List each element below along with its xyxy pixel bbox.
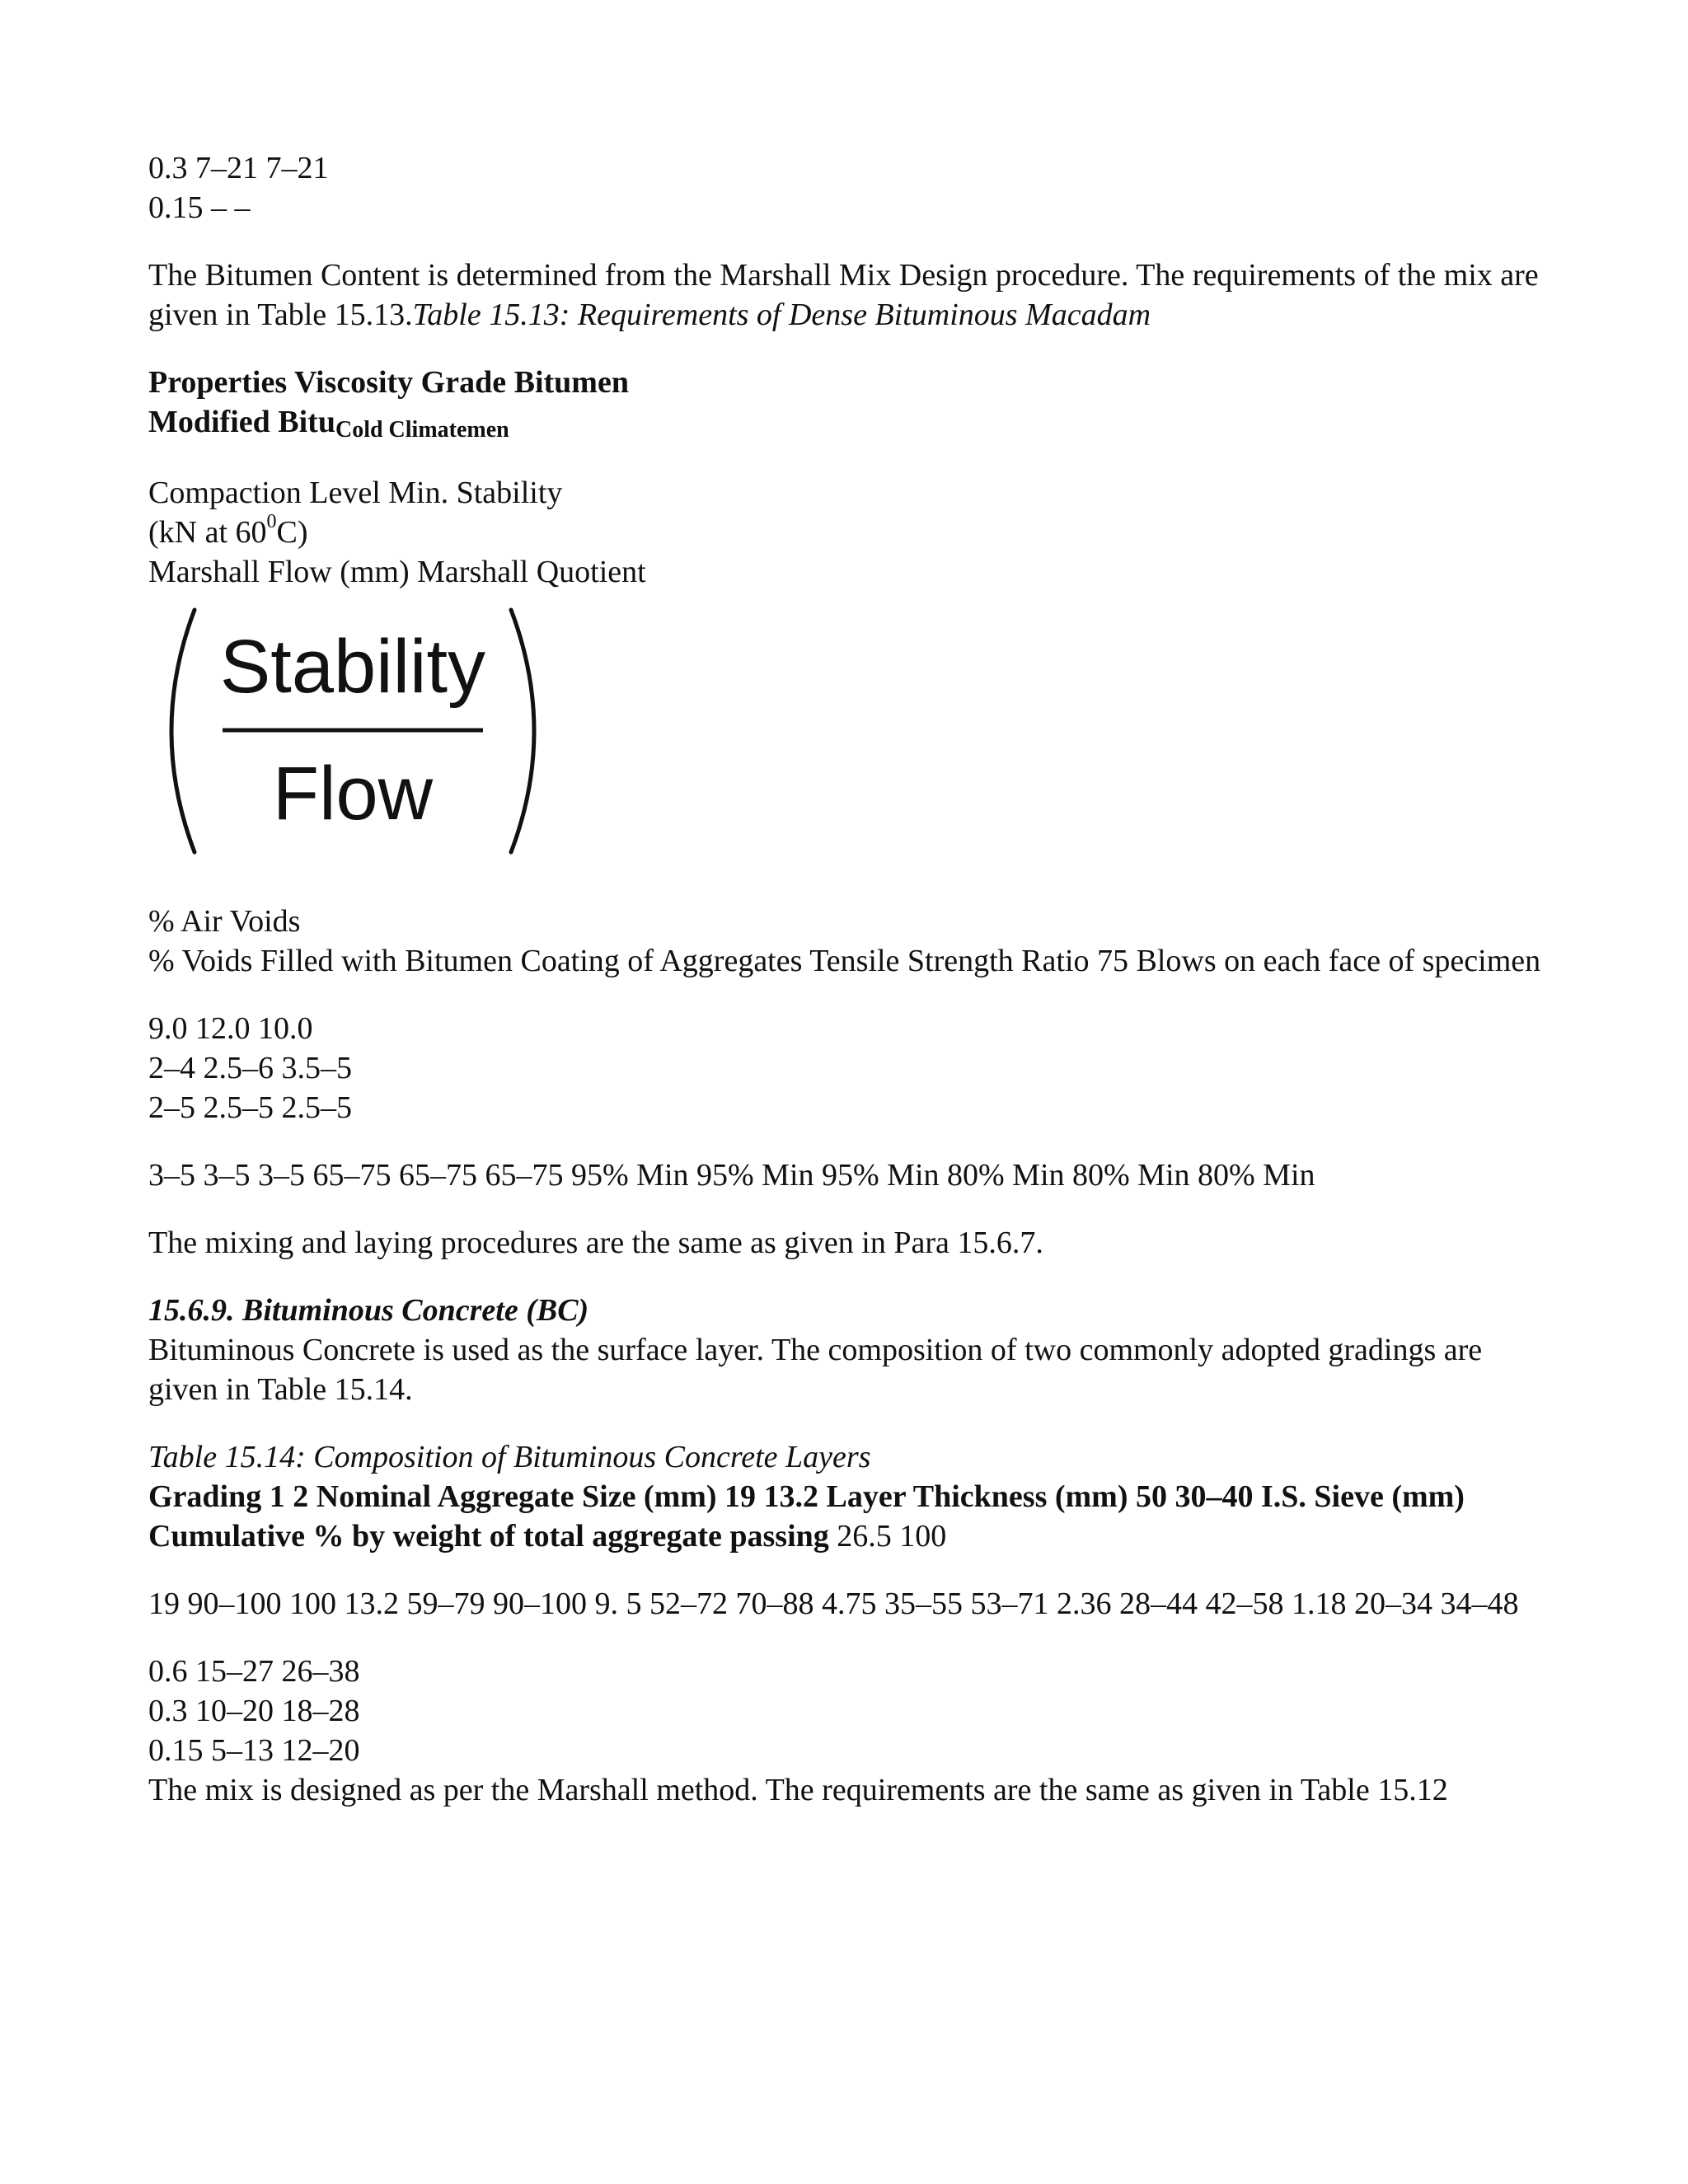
table-15-14-header: Grading 1 2 Nominal Aggregate Size (mm) 19 13.2 Layer Thickness (mm) 50 30–40 I.S. Sieve (mm) Cumulative % by weight of total aggregate passing 26.5 100: [148, 1479, 1465, 1554]
paragraph-bituminous-concrete: Bituminous Concrete is used as the surface layer. The composition of two commonly adopted gradings are given in Table 15.14.: [148, 1333, 1483, 1407]
value-line: 0.15 5–13 12–20: [148, 1733, 360, 1768]
property-line: Compaction Level Min. Stability: [148, 476, 563, 510]
paragraph-mixing: The mixing and laying procedures are the same as given in Para 15.6.7.: [148, 1226, 1043, 1260]
value-line: 2–5 2.5–5 2.5–5: [148, 1090, 352, 1125]
value-line: 9.0 12.0 10.0: [148, 1011, 313, 1046]
formula-numerator: Stability: [219, 625, 486, 709]
table-caption-15-13: Table 15.13: Requirements of Dense Bituminous Macadam: [412, 298, 1151, 332]
value-line: 2–4 2.5–6 3.5–5: [148, 1051, 352, 1085]
property-line: % Air Voids: [148, 904, 301, 939]
property-line: Marshall Flow (mm) Marshall Quotient: [148, 555, 646, 589]
sieve-values-line: 19 90–100 100 13.2 59–79 90–100 9. 5 52–72 70–88 4.75 35–55 53–71 2.36 28–44 42–58 1.18 20–34 34–48: [148, 1586, 1519, 1621]
right-parenthesis: [511, 610, 534, 852]
stability-flow-formula: [155, 595, 551, 867]
left-parenthesis: [171, 610, 195, 852]
table-caption-15-14: Table 15.14: Composition of Bituminous Concrete Layers: [148, 1440, 871, 1474]
paragraph-final: The mix is designed as per the Marshall method. The requirements are the same as given in Table 15.12: [148, 1773, 1448, 1807]
value-line: 3–5 3–5 3–5 65–75 65–75 65–75 95% Min 95% Min 95% Min 80% Min 80% Min 80% Min: [148, 1158, 1315, 1193]
formula-denominator: Flow: [272, 752, 434, 836]
value-line: 0.3 10–20 18–28: [148, 1694, 360, 1728]
text-line: 0.3 7–21 7–21: [148, 151, 329, 185]
property-line: (kN at $60^0C$): [148, 511, 308, 550]
text-line: 0.15 – –: [148, 190, 251, 225]
property-line: % Voids Filled with Bitumen Coating of Aggregates Tensile Strength Ratio 75 Blows on each face of specimen: [148, 944, 1541, 978]
paragraph-bitumen-content: The Bitumen Content is determined from the Marshall Mix Design procedure. The requirements of the mix are given in Table 15.13.Table 15.13: Requirements of Dense Bituminous Macadam: [148, 258, 1539, 332]
section-heading: 15.6.9. Bituminous Concrete (BC): [148, 1293, 589, 1328]
document-page: [148, 148, 1550, 1810]
table-header-line: Properties Viscosity Grade Bitumen: [148, 365, 629, 400]
value-line: 0.6 15–27 26–38: [148, 1654, 360, 1689]
table-header-line: Modified BituCold Climatemen: [148, 405, 509, 443]
